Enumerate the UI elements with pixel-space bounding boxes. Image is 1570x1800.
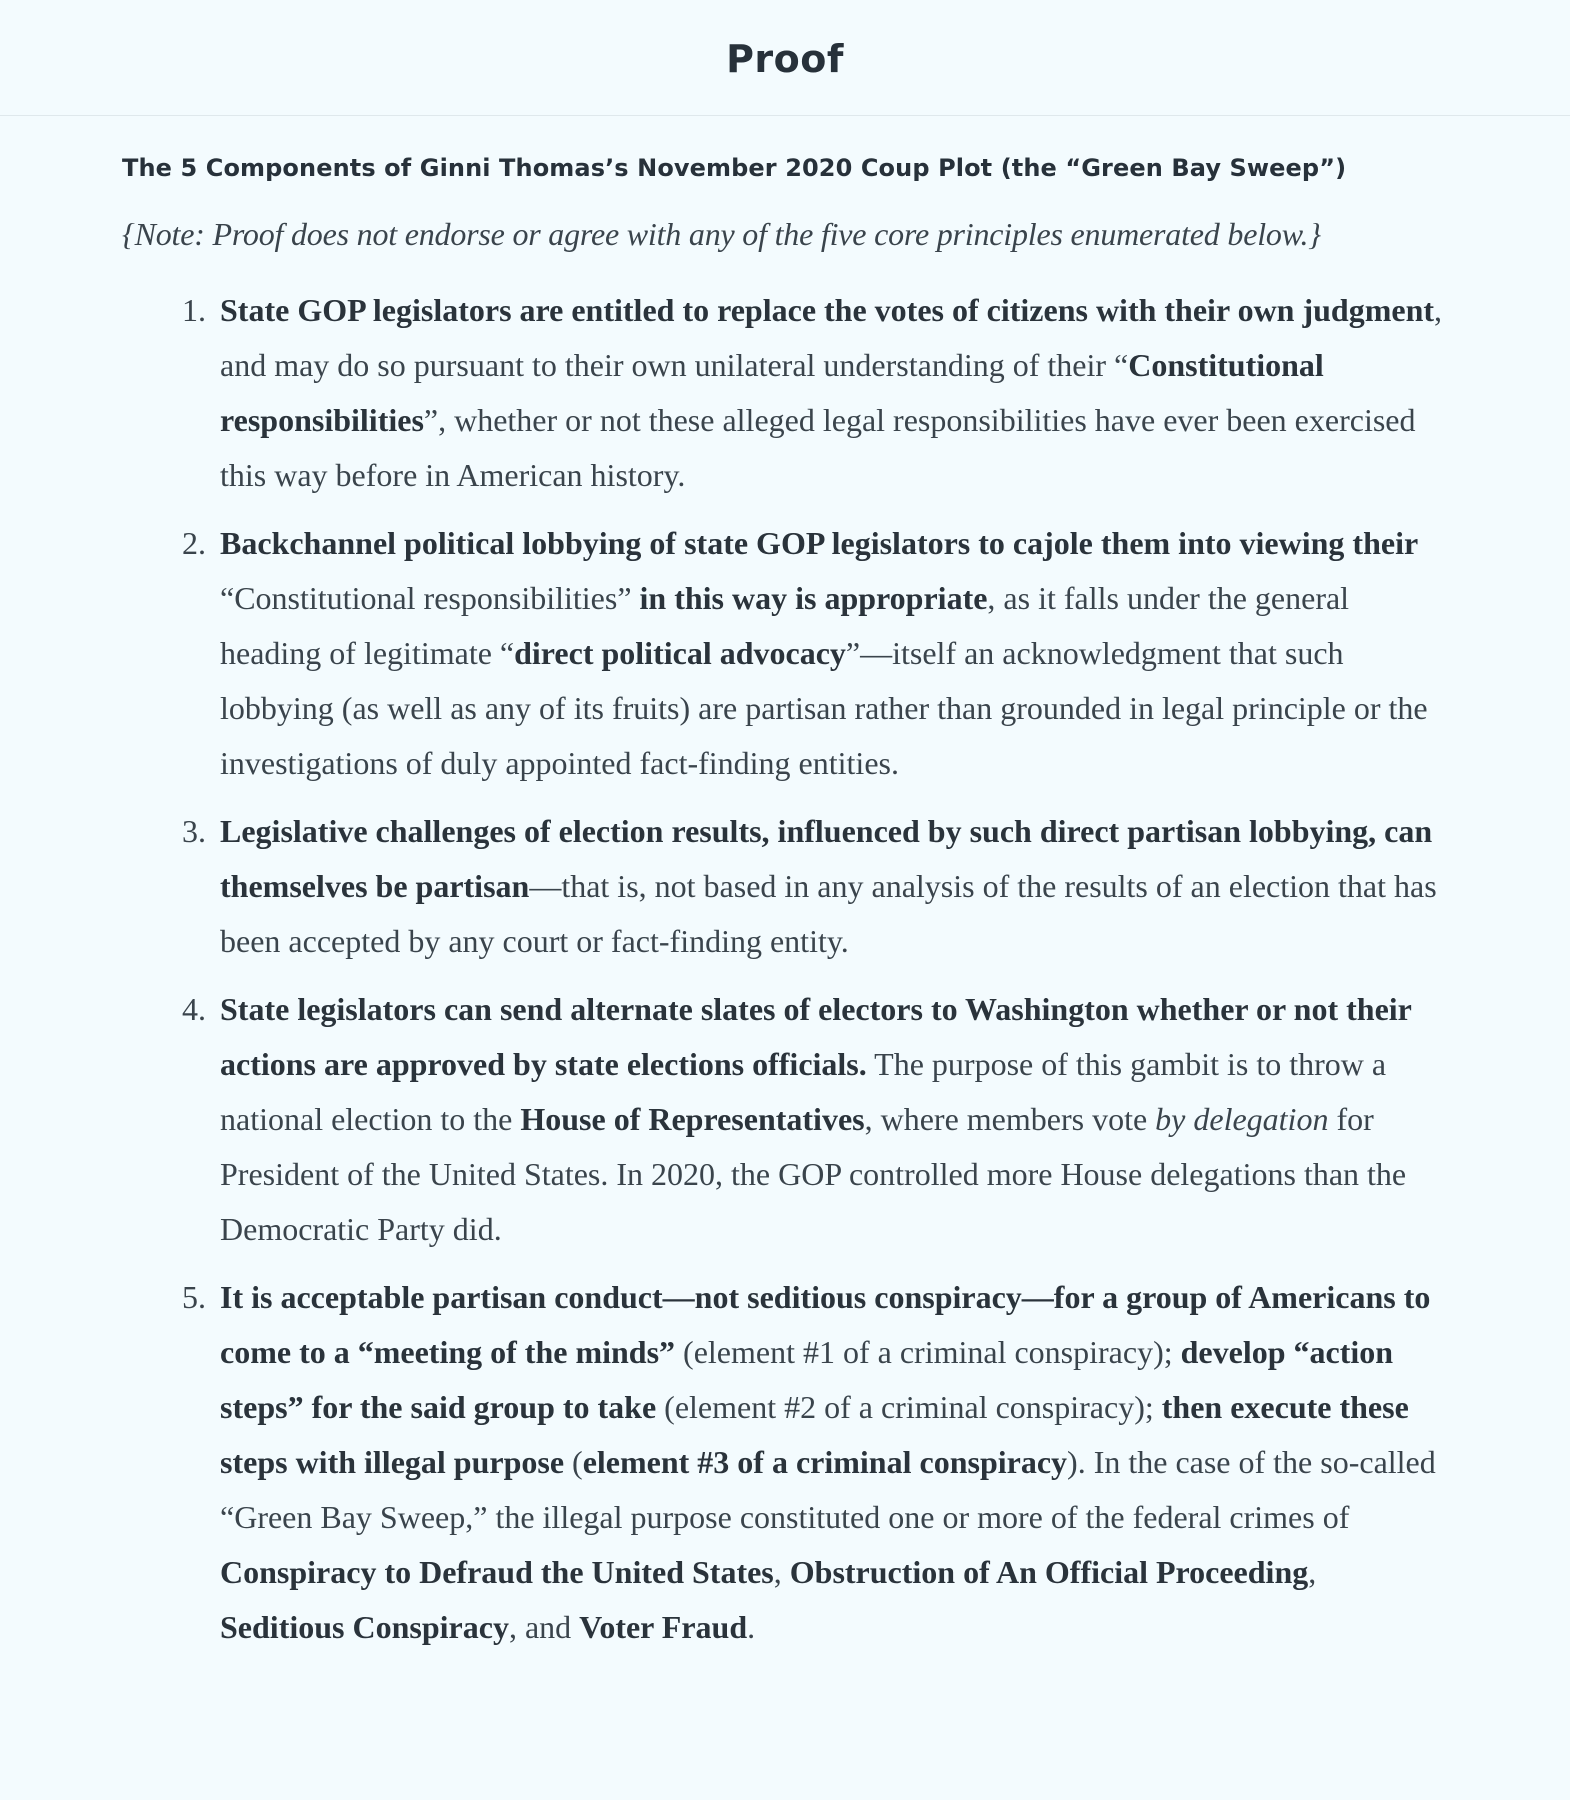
point-text: “Constitutional responsibilities”: [220, 580, 632, 616]
point-text: , where members vote: [864, 1101, 1156, 1137]
point-text: ”—itself an acknowledgment that such lobbying (as well as any of its fruits) are partisan rather than grounded in legal principle or the investigations of duly appointed fact-finding entities.: [220, 635, 1428, 781]
site-title[interactable]: Proof: [726, 36, 844, 81]
point-text: The purpose of this gambit is to throw a national election to the: [220, 1046, 1387, 1137]
point-text: ). In the case of the so-called “Green Bay Sweep,” the illegal purpose constituted one or more of the federal crimes of: [220, 1444, 1436, 1535]
point-bold-text: Conspiracy to Defraud the United States: [220, 1554, 774, 1590]
site-header: [0, 0, 1570, 116]
point-bold-text: Obstruction of An Official Proceeding: [789, 1554, 1309, 1590]
list-item-number: 4.: [182, 991, 206, 1027]
list-item: [182, 283, 1448, 503]
point-bold-text: Seditious Conspiracy: [220, 1609, 509, 1645]
point-text: ,: [773, 1554, 790, 1590]
list-item-number: 5.: [182, 1279, 206, 1315]
point-bold-text: then execute these steps with illegal purpose: [220, 1389, 1409, 1480]
point-text: (: [564, 1444, 583, 1480]
point-text: —that is, not based in any analysis of the results of an election that has been accepted by any court or fact-finding entity.: [220, 868, 1437, 959]
list-item: [182, 804, 1448, 969]
list-item-number: 1.: [182, 292, 206, 328]
point-text: for President of the United States. In 2020, the GOP controlled more House delegations than the Democratic Party did.: [220, 1101, 1407, 1247]
list-item: [182, 1270, 1448, 1655]
point-bold-text: direct political advocacy: [514, 635, 846, 671]
point-italic-text: by delegation: [1155, 1101, 1329, 1137]
point-text: ,: [1308, 1554, 1317, 1590]
point-bold-text: It is acceptable partisan conduct—not seditious conspiracy—for a group of Americans to come to a “meeting of the minds”: [220, 1279, 1431, 1370]
point-text: , and: [508, 1609, 580, 1645]
point-bold-text: develop “action steps” for the said group to take: [220, 1334, 1394, 1425]
article-heading: The 5 Components of Ginni Thomas’s November 2020 Coup Plot (the “Green Bay Sweep”): [122, 154, 1347, 182]
point-text: , as it falls under the general heading of legitimate “: [220, 580, 1350, 671]
point-bold-text: State legislators can send alternate slates of electors to Washington whether or not their actions are approved by state elections officials.: [220, 991, 1412, 1082]
list-item: [182, 982, 1448, 1257]
point-text: ”, whether or not these alleged legal responsibilities have ever been exercised this way before in American history.: [220, 402, 1416, 493]
point-bold-text: in this way is appropriate: [631, 580, 988, 616]
disclaimer-note: {Note: Proof does not endorse or agree with any of the five core principles enumerated below.}: [122, 216, 1321, 252]
point-bold-text: House of Representatives: [520, 1101, 865, 1137]
point-text: (element #1 of a criminal conspiracy);: [675, 1334, 1181, 1370]
list-item-number: 2.: [182, 525, 206, 561]
point-text: , and may do so pursuant to their own unilateral understanding of their “: [220, 292, 1443, 383]
point-bold-text: Legislative challenges of election results, influenced by such direct partisan lobbying, can themselves be partisan: [220, 813, 1433, 904]
point-bold-text: element #3 of a criminal conspiracy: [582, 1444, 1068, 1480]
point-text: .: [747, 1609, 756, 1645]
point-bold-text: Voter Fraud: [579, 1609, 748, 1645]
article-body: [0, 154, 1570, 1655]
point-bold-text: State GOP legislators are entitled to replace the votes of citizens with their own judgment: [220, 292, 1435, 328]
point-bold-text: Backchannel political lobbying of state GOP legislators to cajole them into viewing their: [220, 525, 1418, 561]
point-bold-text: Constitutional responsibilities: [220, 347, 1324, 438]
point-text: (element #2 of a criminal conspiracy);: [656, 1389, 1162, 1425]
list-item: [182, 516, 1448, 791]
components-list: [122, 283, 1448, 1655]
list-item-number: 3.: [182, 813, 206, 849]
